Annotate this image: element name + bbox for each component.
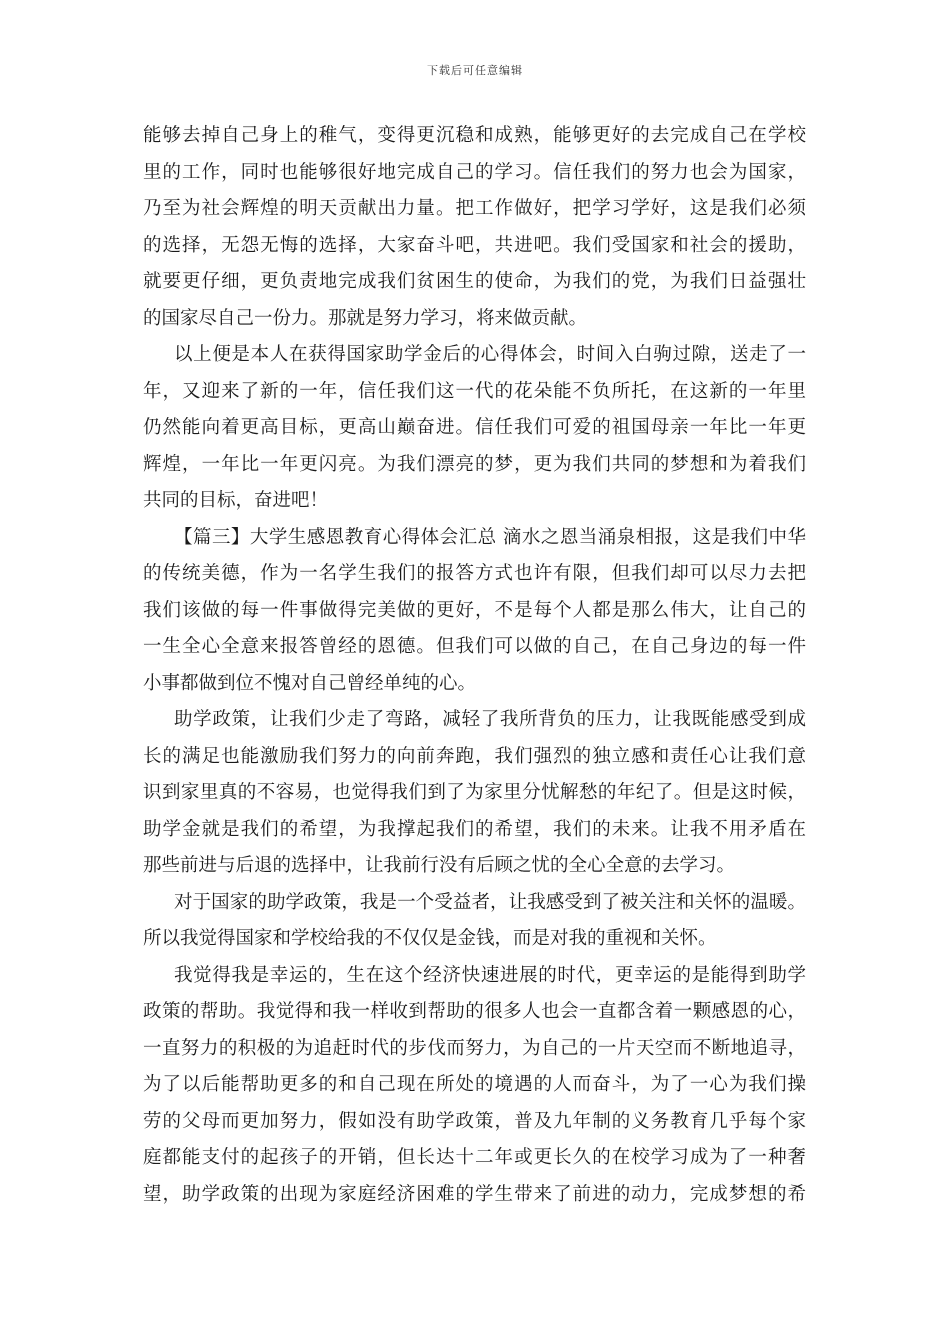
document-body bbox=[143, 118, 806, 1213]
text-line: 那些前进与后退的选择中，让我前行没有后顾之忧的全心全意的去学习。 bbox=[143, 855, 736, 876]
paragraph-first-line: 以上便是本人在获得国家助学金后的心得体会，时间入白驹过隙，送走了一 bbox=[174, 344, 806, 365]
text-line: 的国家尽自己一份力。那就是努力学习，将来做贡献。 bbox=[143, 307, 588, 329]
text-line: 小事都做到位不愧对自己曾经单纯的心。 bbox=[143, 672, 477, 694]
text-line: 劳的父母而更加努力，假如没有助学政策，普及九年制的义务教育几乎每个家 bbox=[143, 1110, 806, 1132]
text-line: 政策的帮助。我觉得和我一样收到帮助的很多人也会一直都含着一颗感恩的心， bbox=[143, 1001, 806, 1022]
text-line: 乃至为社会辉煌的明天贡献出力量。把工作做好，把学习学好，这是我们必须 bbox=[143, 198, 806, 219]
page-header-note: 下载后可任意编辑 bbox=[427, 64, 523, 77]
text-line: 的传统美德，作为一名学生我们的报答方式也许有限，但我们却可以尽力去把 bbox=[143, 563, 806, 584]
text-line: 能够去掉自己身上的稚气，变得更沉稳和成熟，能够更好的去完成自己在学校 bbox=[143, 125, 806, 146]
text-line: 一生全心全意来报答曾经的恩德。但我们可以做的自己，在自己身边的每一件 bbox=[143, 636, 806, 657]
text-line: 所以我觉得国家和学校给我的不仅仅是金钱，而是对我的重视和关怀。 bbox=[143, 928, 717, 949]
text-line: 望，助学政策的出现为家庭经济困难的学生带来了前进的动力，完成梦想的希 bbox=[143, 1183, 806, 1205]
paragraph-first-line: 对于国家的助学政策，我是一个受益者，让我感受到了被关注和关怀的温暖。 bbox=[174, 891, 806, 913]
text-line: 我们该做的每一件事做得完美做的更好，不是每个人都是那么伟大，让自己的 bbox=[143, 599, 806, 621]
text-line: 里的工作，同时也能够很好地完成自己的学习。信任我们的努力也会为国家， bbox=[143, 161, 806, 183]
text-line: 长的满足也能激励我们努力的向前奔跑，我们强烈的独立感和责任心让我们意 bbox=[143, 745, 806, 767]
text-line: 一直努力的积极的为追赶时代的步伐而努力，为自己的一片天空而不断地追寻， bbox=[143, 1037, 806, 1059]
text-line: 的选择，无怨无悔的选择，大家奋斗吧，共进吧。我们受国家和社会的援助， bbox=[143, 234, 806, 256]
text-line: 辉煌，一年比一年更闪亮。为我们漂亮的梦，更为我们共同的梦想和为着我们 bbox=[143, 453, 806, 475]
text-line: 共同的目标，奋进吧！ bbox=[143, 490, 329, 511]
text-line: 助学金就是我们的希望，为我撑起我们的希望，我们的未来。让我不用矛盾在 bbox=[143, 818, 806, 840]
text-line: 为了以后能帮助更多的和自己现在所处的境遇的人而奋斗，为了一心为我们操 bbox=[143, 1074, 806, 1095]
text-line: 就要更仔细，更负责地完成我们贫困生的使命，为我们的党，为我们日益强壮 bbox=[143, 271, 806, 292]
paragraph-first-line: 助学政策，让我们少走了弯路，减轻了我所背负的压力，让我既能感受到成 bbox=[174, 709, 806, 730]
text-line: 年，又迎来了新的一年，信任我们这一代的花朵能不负所托，在这新的一年里 bbox=[143, 380, 806, 402]
text-line: 庭都能支付的起孩子的开销，但长达十二年或更长久的在校学习成为了一种奢 bbox=[143, 1147, 806, 1168]
section-heading-line: 【篇三】大学生感恩教育心得体会汇总 滴水之恩当涌泉相报，这是我们中华 bbox=[174, 526, 806, 548]
text-line: 识到家里真的不容易，也觉得我们到了为家里分忧解愁的年纪了。但是这时候， bbox=[143, 782, 806, 803]
paragraph-first-line: 我觉得我是幸运的，生在这个经济快速进展的时代，更幸运的是能得到助学 bbox=[174, 964, 806, 986]
text-line: 仍然能向着更高目标，更高山巅奋进。信任我们可爱的祖国母亲一年比一年更 bbox=[143, 417, 806, 438]
